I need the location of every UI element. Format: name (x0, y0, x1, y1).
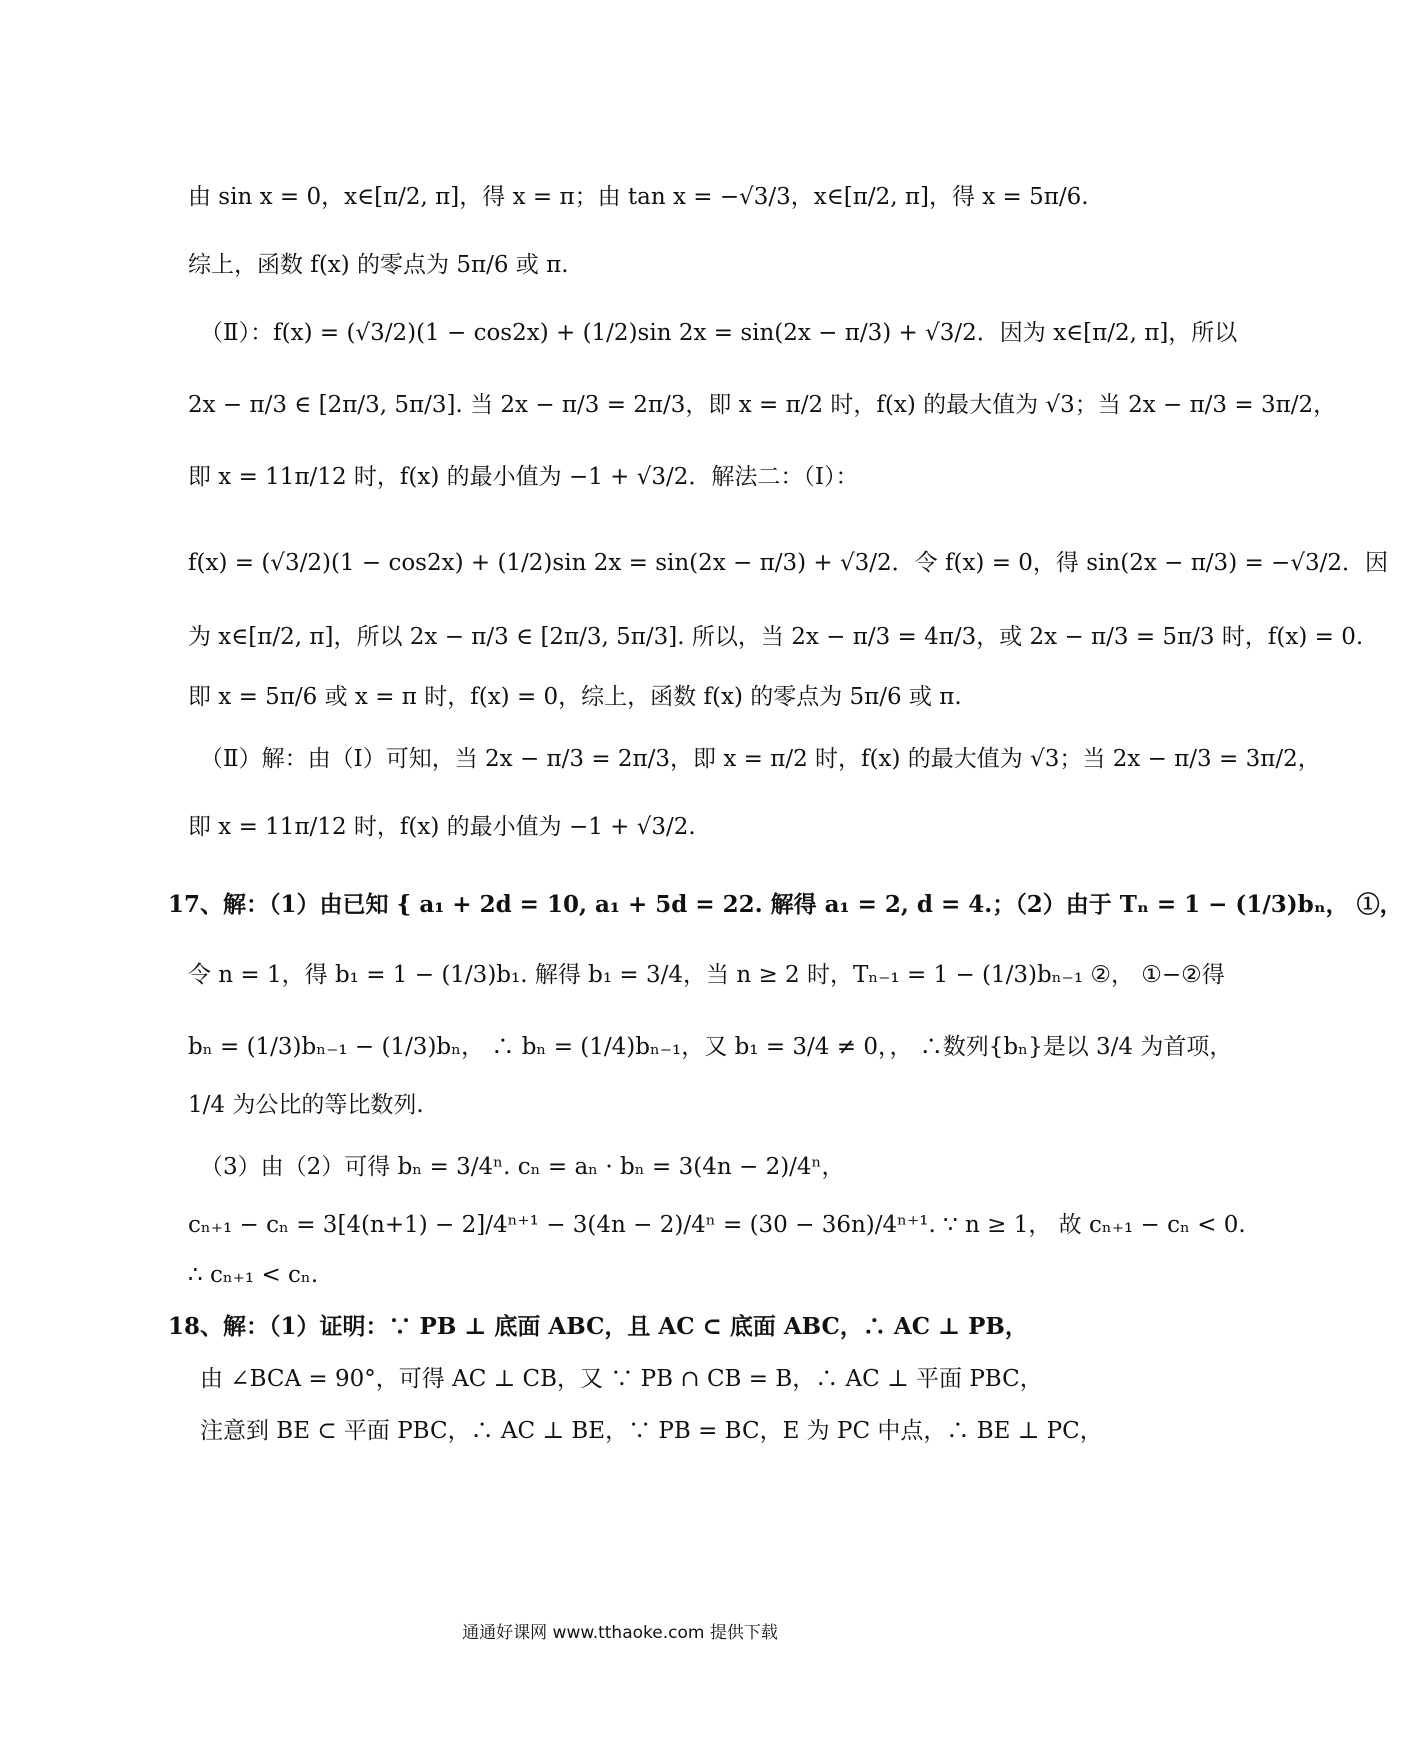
text-line: 为 x∈[π/2, π]，所以 2x − π/3 ∈ [2π/3, 5π/3]. 所以，当 2x − π/3 = 4π/3，或 2x − π/3 = 5π/3 时，f(x) = 0. (188, 624, 1364, 650)
text-line: 综上，函数 f(x) 的零点为 5π/6 或 π. (188, 252, 569, 278)
text-line: （Ⅱ）解：由（Ⅰ）可知，当 2x − π/3 = 2π/3，即 x = π/2 时，f(x) 的最大值为 √3；当 2x − π/3 = 3π/2， (200, 746, 1321, 772)
problem-18-heading-line: 18、解：（1）证明：∵ PB ⊥ 底面 ABC，且 AC ⊂ 底面 ABC，∴ AC ⊥ PB， (168, 1313, 1028, 1340)
text-line: 即 x = 11π/12 时，f(x) 的最小值为 −1 + √3/2. (188, 814, 696, 840)
problem-17-heading-line: 17、解：（1）由已知 { a₁ + 2d = 10, a₁ + 5d = 22. 解得 a₁ = 2, d = 4.；（2）由于 Tₙ = 1 − (1/3)bₙ， ①， (168, 891, 1403, 918)
text-line: （Ⅱ）：f(x) = (√3/2)(1 − cos2x) + (1/2)sin 2x = sin(2x − π/3) + √3/2．因为 x∈[π/2, π]，所以 (200, 320, 1238, 346)
text-line: 1/4 为公比的等比数列. (188, 1092, 424, 1118)
text-line: f(x) = (√3/2)(1 − cos2x) + (1/2)sin 2x = sin(2x − π/3) + √3/2．令 f(x) = 0，得 sin(2x − π/3) = −√3/2．因 (188, 550, 1388, 576)
text-line: cₙ₊₁ − cₙ = 3[4(n+1) − 2]/4ⁿ⁺¹ − 3(4n − 2)/4ⁿ = (30 − 36n)/4ⁿ⁺¹. ∵ n ≥ 1， 故 cₙ₊₁ − cₙ < 0. (188, 1212, 1246, 1238)
text-line: 由 sin x = 0，x∈[π/2, π]，得 x = π；由 tan x = −√3/3，x∈[π/2, π]，得 x = 5π/6. (188, 184, 1089, 210)
text-line: 令 n = 1，得 b₁ = 1 − (1/3)b₁. 解得 b₁ = 3/4，当 n ≥ 2 时，Tₙ₋₁ = 1 − (1/3)bₙ₋₁ ②， ①−②得 (188, 962, 1225, 988)
text-line: ∴ cₙ₊₁ < cₙ. (188, 1262, 319, 1288)
text-line: 即 x = 5π/6 或 x = π 时，f(x) = 0，综上，函数 f(x) 的零点为 5π/6 或 π. (188, 684, 962, 710)
text-line: 注意到 BE ⊂ 平面 PBC，∴ AC ⊥ BE，∵ PB = BC，E 为 PC 中点，∴ BE ⊥ PC， (200, 1418, 1103, 1444)
text-line: 由 ∠BCA = 90°，可得 AC ⊥ CB，又 ∵ PB ∩ CB = B，∴ AC ⊥ 平面 PBC， (200, 1366, 1043, 1392)
text-line: 即 x = 11π/12 时，f(x) 的最小值为 −1 + √3/2．解法二：（Ⅰ）： (188, 464, 859, 490)
page-footer: 通通好课网 www.tthaoke.com 提供下载 (462, 1623, 778, 1643)
text-line: 2x − π/3 ∈ [2π/3, 5π/3]. 当 2x − π/3 = 2π/3，即 x = π/2 时，f(x) 的最大值为 √3；当 2x − π/3 = 3π/2， (188, 392, 1337, 418)
text-line: bₙ = (1/3)bₙ₋₁ − (1/3)bₙ， ∴ bₙ = (1/4)bₙ₋₁，又 b₁ = 3/4 ≠ 0，， ∴数列{bₙ}是以 3/4 为首项， (188, 1034, 1233, 1060)
text-line: （3）由（2）可得 bₙ = 3/4ⁿ. cₙ = aₙ · bₙ = 3(4n − 2)/4ⁿ， (200, 1154, 845, 1180)
